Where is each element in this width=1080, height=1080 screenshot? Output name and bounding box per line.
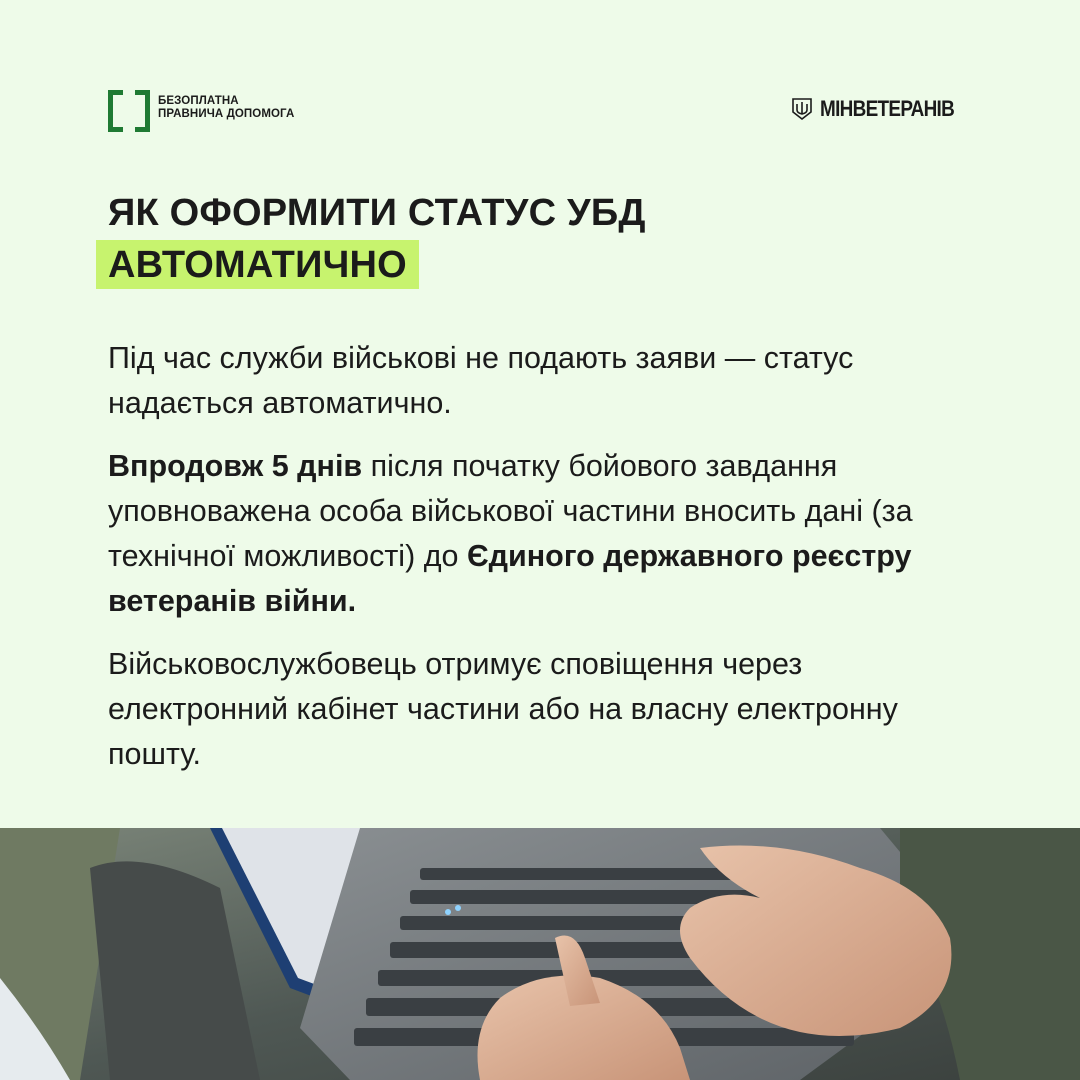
free-legal-aid-logo xyxy=(108,90,294,126)
minveteraniv-logo xyxy=(792,96,976,122)
paragraph-2-bold-start: Впродовж 5 днів xyxy=(108,449,363,483)
logo-line-2: ПРАВНИЧА ДОПОМОГА xyxy=(158,108,295,120)
paragraph-3: Військовослужбовець отримує сповіщення через електронний кабінет частини або на власну електронну пошту. xyxy=(108,647,898,771)
minveteraniv-logo-text: МІНВЕТЕРАНІВ xyxy=(820,96,955,121)
paragraph-2 xyxy=(108,444,988,624)
title-line-2-highlight: АВТОМАТИЧНО xyxy=(96,240,419,289)
free-legal-aid-logo-text xyxy=(158,95,294,121)
paragraph-2-text: після початку бойового завдання уповноважена особа військової частини вносить дані (за технічної можливості) до xyxy=(108,449,913,573)
title-line-1: ЯК ОФОРМИТИ СТАТУС УБД xyxy=(108,192,646,234)
laptop-typing-photo xyxy=(0,828,1080,1080)
logo-line-1: БЕЗОПЛАТНА xyxy=(158,95,239,107)
paragraph-1: Під час служби військові не подають заяви — статус надається автоматично. xyxy=(108,341,854,420)
body-text xyxy=(108,336,988,795)
paragraph-2-bold-end: Єдиного державного реєстру ветеранів війни. xyxy=(108,539,912,618)
bracket-logo-icon xyxy=(108,90,150,126)
trident-emblem-icon xyxy=(792,98,812,120)
